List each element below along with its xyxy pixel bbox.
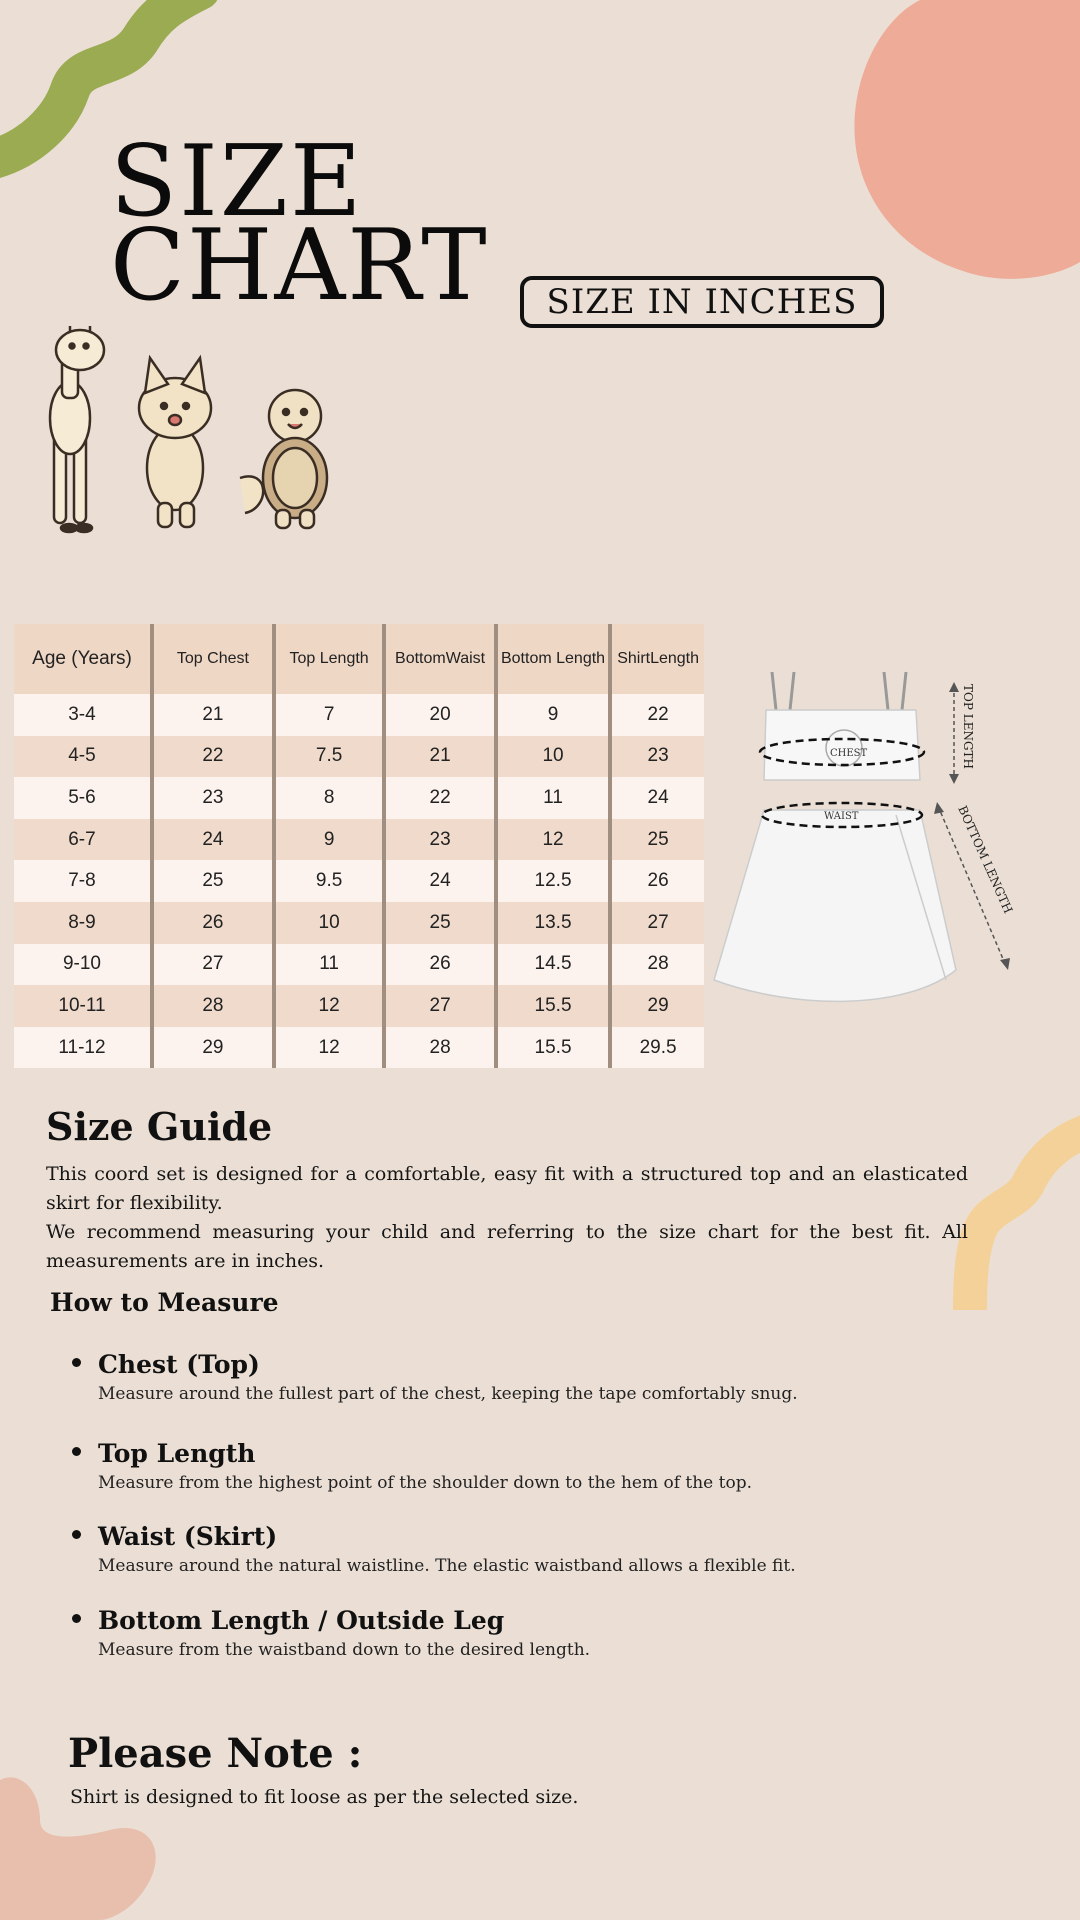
table-row	[14, 777, 704, 819]
measure-item-heading: Waist (Skirt)	[98, 1522, 278, 1551]
measure-item-heading: Bottom Length / Outside Leg	[98, 1606, 505, 1635]
page-title	[110, 125, 489, 323]
top-length-label: TOP LENGTH	[961, 684, 975, 770]
table-cell: 22	[384, 777, 496, 819]
table-cell: 8-9	[14, 902, 152, 944]
table-cell: 29	[610, 985, 704, 1027]
table-cell: 12	[274, 1027, 384, 1069]
column-header: Top Length	[274, 624, 384, 694]
table-cell: 20	[384, 694, 496, 736]
waist-label: WAIST	[824, 811, 859, 822]
table-cell: 26	[152, 902, 274, 944]
table-cell: 11-12	[14, 1027, 152, 1069]
table-cell: 21	[152, 694, 274, 736]
table-cell: 7.5	[274, 736, 384, 778]
table-cell: 6-7	[14, 819, 152, 861]
table-header-row	[14, 624, 704, 694]
table-row	[14, 1027, 704, 1069]
table-cell: 4-5	[14, 736, 152, 778]
unit-badge: SIZE IN INCHES	[520, 276, 884, 328]
measure-item-text: Measure around the natural waistline. The elastic waistband allows a flexible fit.	[98, 1556, 796, 1576]
fox-icon	[139, 358, 263, 527]
crop-top-illustration	[760, 672, 924, 780]
size-table	[14, 624, 704, 1068]
note-title: Please Note :	[68, 1730, 363, 1777]
table-cell: 22	[152, 736, 274, 778]
table-cell: 8	[274, 777, 384, 819]
measure-item-chest	[72, 1348, 972, 1404]
table-cell: 28	[610, 944, 704, 986]
garment-measurement-illustration	[706, 660, 1026, 1030]
table-cell: 9-10	[14, 944, 152, 986]
table-cell: 9.5	[274, 860, 384, 902]
table-cell: 27	[384, 985, 496, 1027]
table-cell: 21	[384, 736, 496, 778]
table-cell: 23	[152, 777, 274, 819]
table-cell: 10	[274, 902, 384, 944]
table-cell: 29.5	[610, 1027, 704, 1069]
table-row	[14, 902, 704, 944]
title-line-2: CHART	[110, 209, 489, 323]
table-cell: 25	[610, 819, 704, 861]
table-cell: 27	[610, 902, 704, 944]
table-cell: 3-4	[14, 694, 152, 736]
table-cell: 24	[610, 777, 704, 819]
bottom-length-label: BOTTOM LENGTH	[955, 803, 1016, 916]
note-text: Shirt is designed to fit loose as per the selected size.	[70, 1786, 579, 1808]
chest-label: CHEST	[830, 748, 868, 759]
table-cell: 9	[274, 819, 384, 861]
table-cell: 28	[384, 1027, 496, 1069]
table-cell: 22	[610, 694, 704, 736]
measure-item-heading: Chest (Top)	[98, 1350, 260, 1379]
skirt-illustration	[714, 803, 956, 1001]
size-guide-paragraph: This coord set is designed for a comfortable, easy fit with a structured top and an elasticated skirt for flexibility.	[46, 1163, 968, 1214]
table-cell: 23	[384, 819, 496, 861]
size-guide-text	[46, 1160, 968, 1276]
measure-item-bottom-length	[72, 1604, 972, 1660]
table-cell: 14.5	[496, 944, 610, 986]
measure-item-text: Measure around the fullest part of the chest, keeping the tape comfortably snug.	[98, 1384, 798, 1404]
pink-blob-decoration	[840, 0, 1080, 290]
bullet-icon	[72, 1614, 81, 1623]
table-cell: 28	[152, 985, 274, 1027]
table-row	[14, 944, 704, 986]
table-cell: 15.5	[496, 1027, 610, 1069]
table-cell: 15.5	[496, 985, 610, 1027]
table-cell: 12	[274, 985, 384, 1027]
table-row	[14, 819, 704, 861]
size-guide-title: Size Guide	[46, 1104, 273, 1149]
title-line-1: SIZE	[110, 125, 364, 239]
giraffe-icon	[50, 326, 104, 532]
table-cell: 26	[384, 944, 496, 986]
table-cell: 5-6	[14, 777, 152, 819]
how-to-measure-title: How to Measure	[50, 1288, 279, 1317]
table-row	[14, 736, 704, 778]
table-cell: 11	[274, 944, 384, 986]
measure-item-text: Measure from the highest point of the shoulder down to the hem of the top.	[98, 1473, 753, 1493]
bullet-icon	[72, 1358, 81, 1367]
table-cell: 26	[610, 860, 704, 902]
table-cell: 13.5	[496, 902, 610, 944]
top-length-arrow	[949, 682, 975, 784]
table-cell: 12.5	[496, 860, 610, 902]
table-cell: 10-11	[14, 985, 152, 1027]
table-cell: 25	[384, 902, 496, 944]
table-cell: 27	[152, 944, 274, 986]
bullet-icon	[72, 1447, 81, 1456]
table-row	[14, 860, 704, 902]
measure-item-text: Measure from the waistband down to the desired length.	[98, 1640, 591, 1660]
bullet-icon	[72, 1530, 81, 1539]
column-header: Top Chest	[152, 624, 274, 694]
measure-item-waist	[72, 1520, 972, 1576]
table-row	[14, 985, 704, 1027]
table-cell: 25	[152, 860, 274, 902]
table-row	[14, 694, 704, 736]
table-cell: 29	[152, 1027, 274, 1069]
table-cell: 9	[496, 694, 610, 736]
table-cell: 11	[496, 777, 610, 819]
turtle-icon	[263, 390, 327, 528]
column-header: Age (Years)	[14, 624, 152, 694]
table-cell: 7	[274, 694, 384, 736]
column-header: BottomWaist	[384, 624, 496, 694]
column-header: ShirtLength	[610, 624, 704, 694]
table-cell: 24	[152, 819, 274, 861]
table-cell: 24	[384, 860, 496, 902]
column-header: Bottom Length	[496, 624, 610, 694]
table-cell: 10	[496, 736, 610, 778]
size-guide-paragraph: We recommend measuring your child and referring to the size chart for the best fit. All measurements are in inches.	[46, 1221, 968, 1272]
table-cell: 23	[610, 736, 704, 778]
animal-mascots-illustration	[40, 318, 350, 538]
table-cell: 7-8	[14, 860, 152, 902]
measure-item-top-length	[72, 1437, 972, 1493]
measure-item-heading: Top Length	[98, 1439, 256, 1468]
table-cell: 12	[496, 819, 610, 861]
